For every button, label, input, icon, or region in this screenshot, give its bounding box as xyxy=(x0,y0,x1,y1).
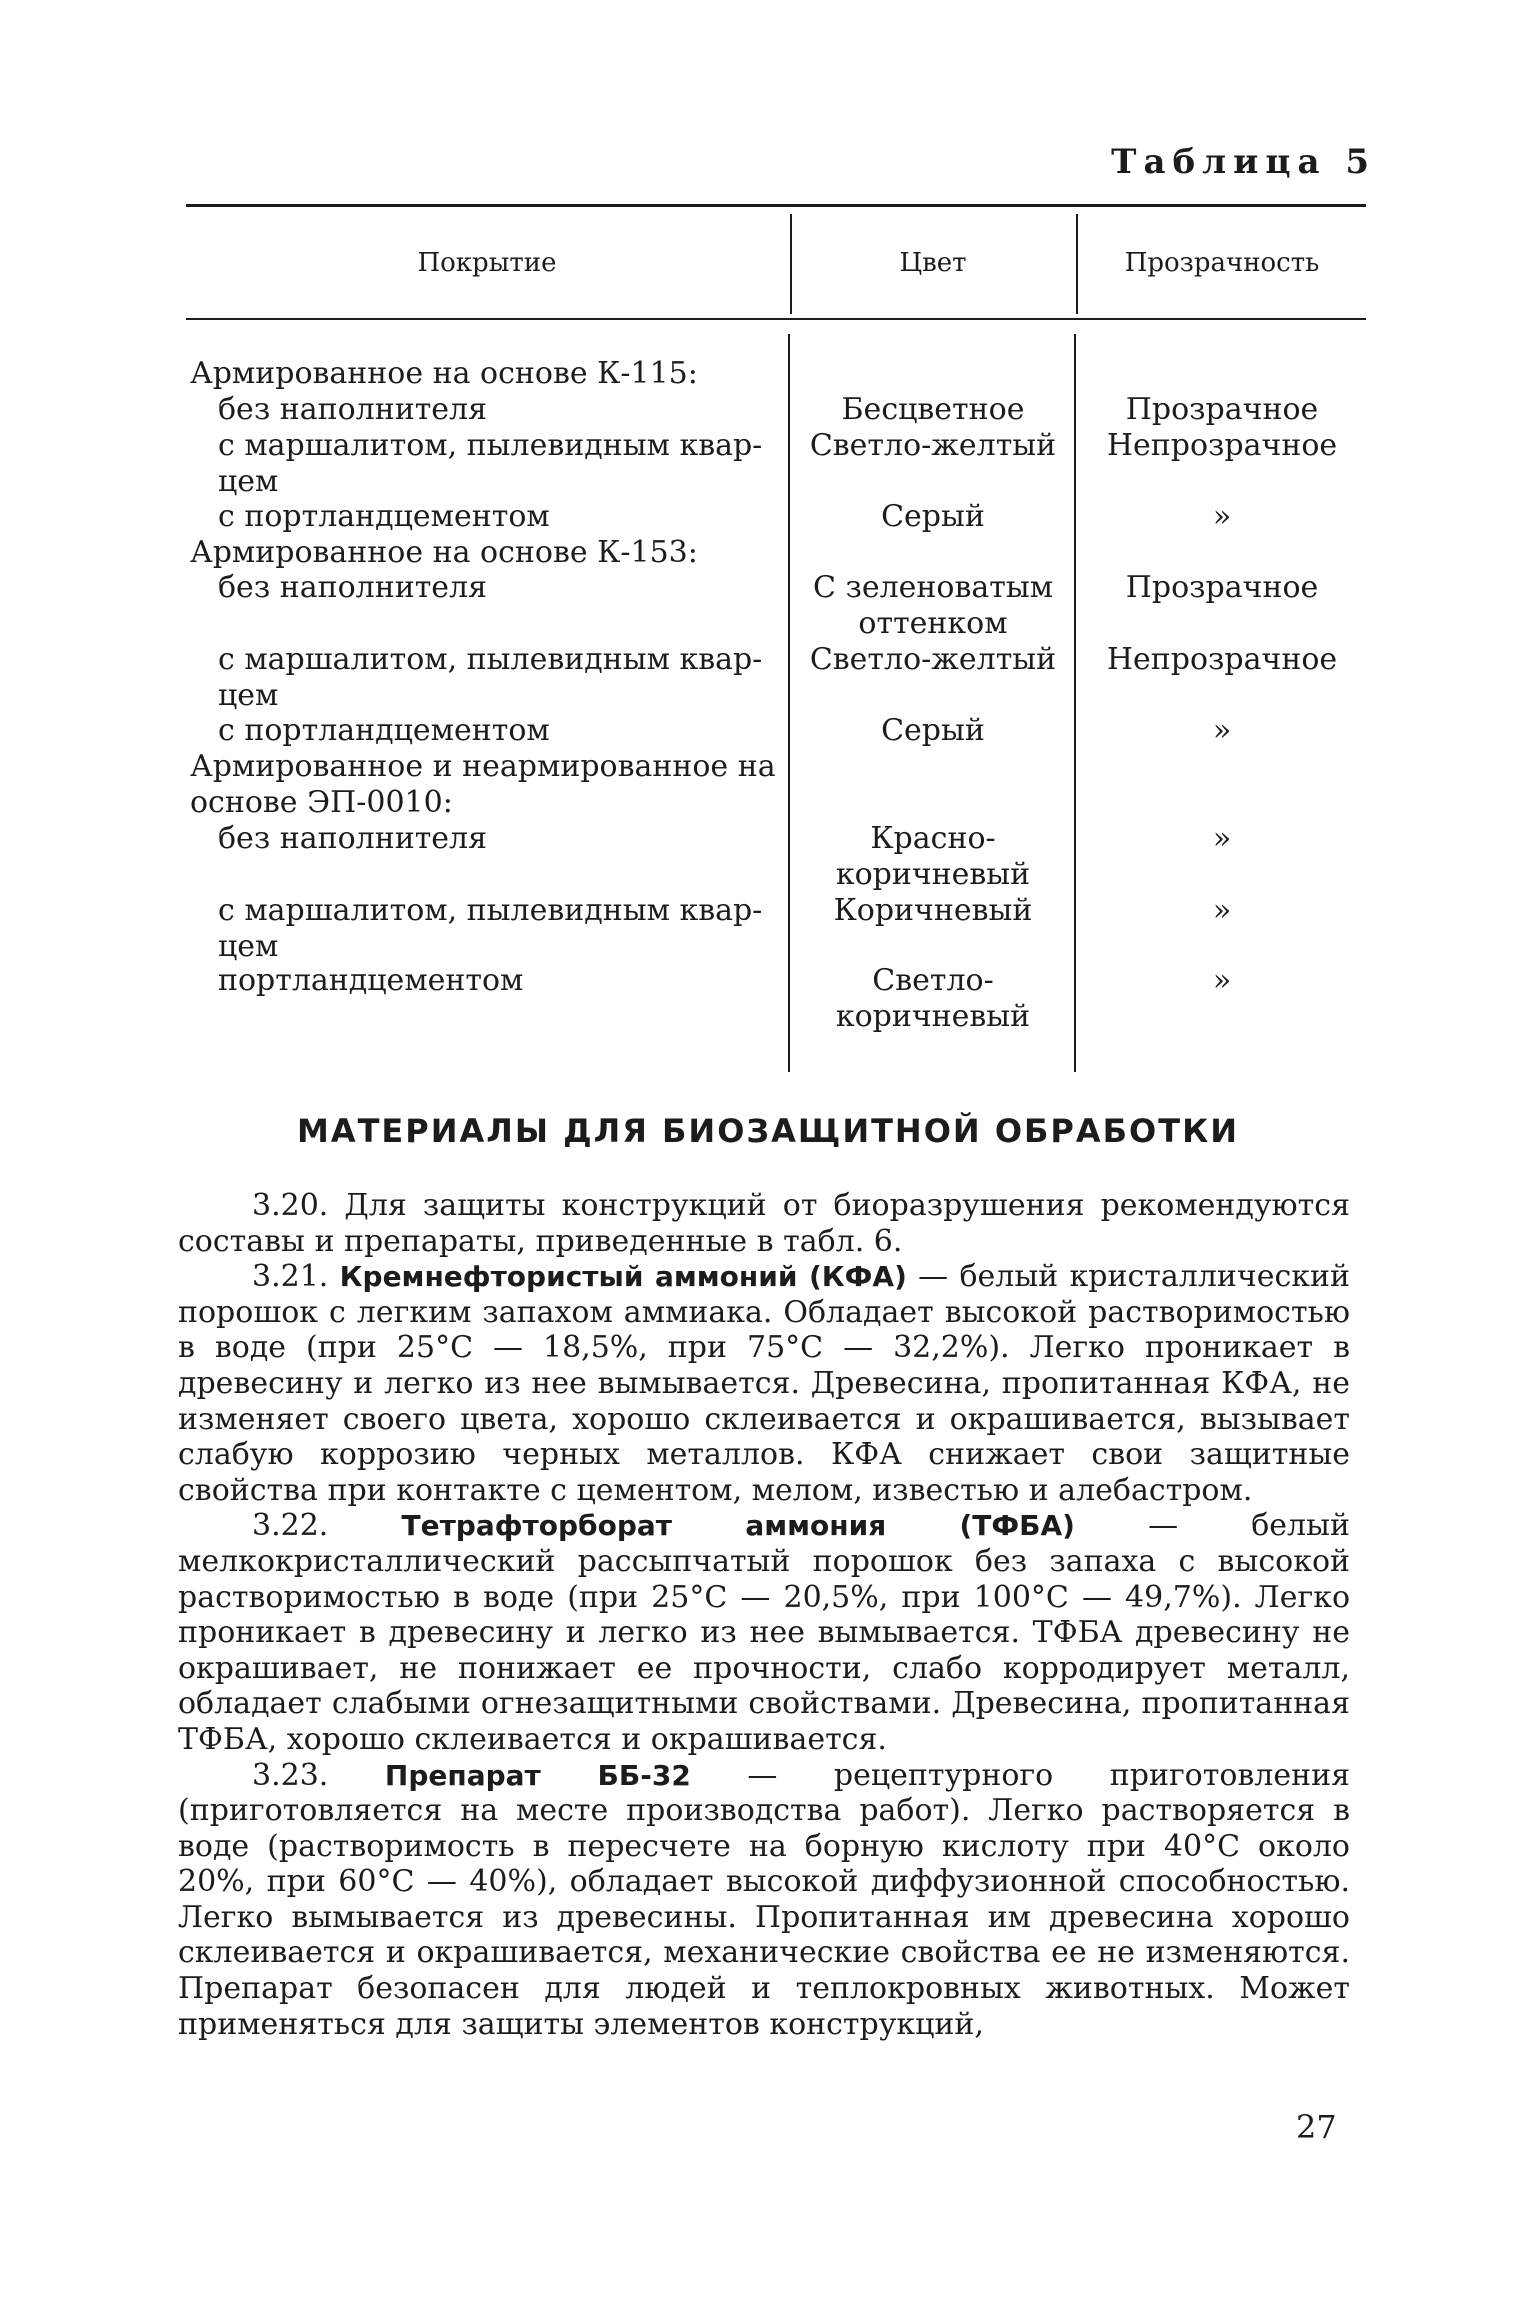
table-cell: оттенком xyxy=(858,606,1008,641)
table-cell: цем xyxy=(218,678,279,713)
table-cell: Прозрачное xyxy=(1125,570,1319,605)
table-cell: Красно- xyxy=(870,821,996,856)
table-cell: коричневый xyxy=(835,999,1031,1034)
paragraph-number: 3.21. xyxy=(252,1259,329,1295)
header-transparency: Прозрачность xyxy=(1124,248,1320,278)
paragraph-term: Тетрафторборат аммония (ТФБА) xyxy=(401,1509,1075,1543)
paragraph xyxy=(178,1188,1350,1259)
table-cell: без наполнителя xyxy=(218,392,488,427)
table-cell: Непрозрачное xyxy=(1106,428,1338,463)
table-cell: с маршалитом, пылевидным квар- xyxy=(218,428,763,463)
paragraph xyxy=(178,1259,1350,1508)
table-cell: с портландцементом xyxy=(218,713,550,748)
table-cell: Непрозрачное xyxy=(1106,642,1338,677)
paragraph-text: — белый кристаллический порошок с легким запахом аммиака. Обладает высокой растворимостью в воде (при 25°С — 18,5%, при 75°С — 32,2%). Легко проникает в древесину и легко из нее вымывается. Древесина, пропитанная КФА, не изменяет своего цвета, хорошо склеивается и окрашивается, вызывает слабую коррозию черных металлов. КФА снижает свои защитные свойства при контакте с цементом, мелом, известью и алебастром. xyxy=(178,1259,1350,1508)
paragraph-number: 3.20. xyxy=(252,1188,329,1223)
table-cell: Серый xyxy=(881,713,985,748)
table-cell: Бесцветное xyxy=(841,392,1025,427)
table-cell: Серый xyxy=(881,499,985,534)
column-divider-body-2 xyxy=(1074,334,1076,1072)
paragraph-text: Для защиты конструкций от биоразрушения рекомендуются составы и препараты, приведенные в табл. 6. xyxy=(178,1188,1350,1259)
table-cell: С зеленоватым xyxy=(812,570,1054,605)
table-cell: Прозрачное xyxy=(1125,392,1319,427)
paragraph-term: Кремнефтористый аммоний (КФА) xyxy=(339,1260,907,1294)
table-cell: с маршалитом, пылевидным квар- xyxy=(218,893,763,928)
paragraph xyxy=(178,1758,1350,2043)
table-cell: Светло- xyxy=(872,963,994,998)
table-cell: без наполнителя xyxy=(218,821,488,856)
table-cell: Армированное на основе К-115: xyxy=(190,356,698,391)
table-cell: » xyxy=(1212,713,1232,748)
table-cell: » xyxy=(1212,499,1232,534)
table-cell: » xyxy=(1212,893,1232,928)
header-coating: Покрытие xyxy=(417,248,557,278)
table-header-rule xyxy=(186,318,1366,320)
page-number: 27 xyxy=(1296,2108,1337,2146)
table-cell: Армированное на основе К-153: xyxy=(190,535,698,570)
paragraph-text: — белый мелкокристаллический рассыпчатый порошок без запаха с высокой растворимостью в воде (при 25°С — 20,5%, при 100°С — 49,7%). Легко проникает в древесину и легко из нее вымывается. ТФБА древесину не окрашивает, не понижает ее прочности, слабо корродирует металл, обладает слабыми огнезащитными свойствами. Древесина, пропитанная ТФБА, хорошо склеивается и окрашивается. xyxy=(178,1508,1350,1757)
column-divider-body-1 xyxy=(788,334,790,1072)
table-cell: цем xyxy=(218,929,279,964)
table-top-rule xyxy=(186,204,1366,207)
table-cell: Светло-желтый xyxy=(809,642,1057,677)
table-caption: Таблица 5 xyxy=(1111,142,1376,182)
paragraph-number: 3.22. xyxy=(252,1508,329,1544)
table-cell: Коричневый xyxy=(833,893,1033,928)
table-cell: » xyxy=(1212,821,1232,856)
paragraph-number: 3.23. xyxy=(252,1757,329,1793)
table-cell: цем xyxy=(218,464,279,499)
table-cell: Светло-желтый xyxy=(809,428,1057,463)
table-cell: Армированное и неармированное на xyxy=(190,749,776,784)
table-cell: основе ЭП-0010: xyxy=(190,785,453,820)
table-cell: с портландцементом xyxy=(218,499,550,534)
table-cell: коричневый xyxy=(835,857,1031,892)
paragraph-text: — рецептурного приготовления (приготовляется на месте производства работ). Легко растворяется в воде (растворимость в пересчете на борную кислоту при 40°С около 20%, при 60°С — 40%), обладает высокой диффузионной способностью. Легко вымывается из древесины. Пропитанная им древесина хорошо склеивается и окрашивается, механические свойства ее не изменяются. Препарат безопасен для людей и теплокровных животных. Может применяться для защиты элементов конструкций, xyxy=(178,1757,1350,2042)
table-cell: без наполнителя xyxy=(218,570,488,605)
table-cell: с маршалитом, пылевидным квар- xyxy=(218,642,763,677)
table-cell: портландцементом xyxy=(218,963,524,998)
section-heading: МАТЕРИАЛЫ ДЛЯ БИОЗАЩИТНОЙ ОБРАБОТКИ xyxy=(296,1112,1239,1150)
header-color: Цвет xyxy=(899,248,967,278)
body-text xyxy=(178,1188,1350,2042)
paragraph xyxy=(178,1508,1350,1757)
table-cell: » xyxy=(1212,963,1232,998)
paragraph-term: Препарат ББ-32 xyxy=(384,1758,691,1792)
